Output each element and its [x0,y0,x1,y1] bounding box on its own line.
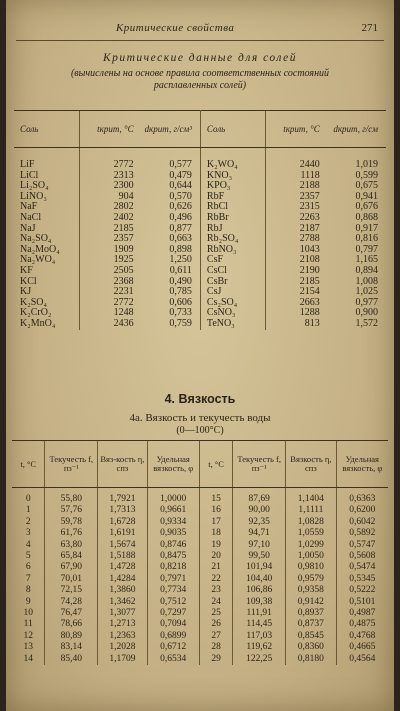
table-row [14,181,386,192]
cell-tcrit: 2188 [265,181,325,192]
table2-body [12,488,388,666]
cell-spec: 0,7512 [147,597,199,608]
cell-salt: Rb₂SO₄ [206,233,239,245]
cell-flow: 76,47 [45,608,98,619]
cell-visc: 1,5188 [98,551,147,562]
cell-salt: CsNO₃ [206,307,236,319]
cell-salt: NaCl [20,211,42,223]
table-row [14,192,386,203]
cell-visc: 1,1404 [286,488,337,506]
cell-t: 26 [199,619,232,630]
table-row [12,517,388,528]
cell-tcrit: 2263 [265,213,325,224]
water-viscosity-table [12,440,388,665]
cell-salt: K₂MnO₄ [20,317,56,329]
cell-flow: 90,00 [233,505,286,516]
cell-salt: KF [20,264,33,276]
header-rule [16,40,384,41]
cell-dcrit: 0,868 [355,211,378,223]
cell-tcrit: 2315 [265,202,325,213]
cell-spec: 0,9334 [147,517,199,528]
cell-flow: 67,90 [45,562,98,573]
cell-dcrit: 0,479 [140,171,201,182]
cell-spec: 0,6363 [336,488,388,506]
table-row [12,631,388,642]
cell-flow: 101,94 [233,562,286,573]
cell-t: 17 [199,517,232,528]
cell-visc: 0,8937 [286,608,337,619]
cell-flow: 65,84 [45,551,98,562]
cell-visc: 1,0828 [286,517,337,528]
cell-tcrit: 2185 [79,224,139,235]
cell-tcrit: 1925 [79,255,139,266]
cell-spec: 0,7094 [147,619,199,630]
table1-title: Критические данные для солей [102,52,298,64]
cell-tcrit: 904 [79,192,139,203]
cell-t: 27 [199,631,232,642]
cell-visc: 1,0050 [286,551,337,562]
cell-dcrit: 0,606 [140,298,201,309]
cell-visc: 1,2028 [98,642,147,653]
cell-salt: Li₂SO₄ [20,180,49,192]
cell-flow: 57,76 [45,505,98,516]
cell-tcrit: 2357 [79,234,139,245]
cell-visc: 1,1709 [98,654,147,665]
cell-salt: RbF [206,190,225,202]
cell-salt: LiF [20,159,35,170]
cell-spec: 0,8746 [147,540,199,551]
table1-subtitle-line2: расплавленных солей) [153,80,247,91]
table-row [14,213,386,224]
cell-spec: 0,5345 [336,574,388,585]
cell-salt: KNO₃ [206,169,233,181]
cell-visc: 1,2363 [98,631,147,642]
cell-t: 20 [199,551,232,562]
cell-spec: 0,4665 [336,642,388,653]
table-row [12,619,388,630]
section-heading: 4. Вязкость [164,392,236,406]
cell-flow: 94,71 [233,528,286,539]
table-row [14,171,386,182]
cell-spec: 0,4564 [336,654,388,665]
cell-tcrit: 2313 [79,171,139,182]
cell-flow: 80,89 [45,631,98,642]
cell-salt: RbCl [206,201,229,213]
cell-dcrit: 0,599 [355,169,378,181]
col-header-t-2: t, °C [199,441,232,488]
cell-spec: 0,4768 [336,631,388,642]
cell-visc: 1,3077 [98,608,147,619]
cell-visc: 1,0559 [286,528,337,539]
cell-tcrit: 813 [265,319,325,330]
cell-dcrit: 1,025 [355,286,378,298]
cell-t: 7 [25,573,31,584]
cell-visc: 0,8180 [286,654,337,665]
cell-t: 18 [199,528,232,539]
cell-dcrit: 0,496 [140,213,201,224]
cell-salt: K₂WO₄ [206,159,238,170]
col-header-salt-2: Соль [200,111,265,148]
cell-dcrit: 0,785 [140,287,201,298]
cell-visc: 1,4284 [98,574,147,585]
table-row [12,488,388,506]
table-row [12,597,388,608]
cell-tcrit: 2187 [265,224,325,235]
cell-t: 16 [199,505,232,516]
cell-spec: 0,8218 [147,562,199,573]
cell-visc: 0,9358 [286,585,337,596]
cell-salt: TeNO₃ [206,317,235,329]
cell-tcrit: 1909 [79,245,139,256]
cell-dcrit: 0,570 [140,192,201,203]
cell-flow: 85,40 [45,654,98,665]
cell-tcrit: 2505 [79,266,139,277]
cell-visc: 1,0299 [286,540,337,551]
table-row [12,574,388,585]
cell-tcrit: 2108 [265,255,325,266]
cell-salt: K₂CrO₂ [20,307,52,319]
running-title: Критические свойства [116,22,235,34]
cell-salt: KPO₃ [206,180,231,192]
cell-dcrit: 0,898 [140,245,201,256]
cell-tcrit: 2154 [265,287,325,298]
cell-flow: 119,62 [233,642,286,653]
cell-tcrit: 2368 [79,277,139,288]
cell-spec: 0,4875 [336,619,388,630]
cell-spec: 0,5892 [336,528,388,539]
cell-t: 22 [199,574,232,585]
cell-visc: 0,9579 [286,574,337,585]
cell-flow: 99,50 [233,551,286,562]
cell-t: 15 [199,488,232,506]
cell-salt: LiNO₃ [20,190,47,202]
cell-flow: 70,01 [45,574,98,585]
table-row [14,224,386,235]
cell-t: 13 [23,642,33,653]
table-row [12,528,388,539]
cell-spec: 0,9661 [147,505,199,516]
cell-dcrit: 1,019 [355,159,378,170]
cell-flow: 109,38 [233,597,286,608]
cell-dcrit: 0,977 [355,296,378,308]
table-row [12,505,388,516]
cell-t: 19 [199,540,232,551]
cell-flow: 122,25 [233,654,286,665]
table-row [14,245,386,256]
table2-header-row [12,441,388,488]
cell-visc: 0,9810 [286,562,337,573]
cell-visc: 1,7313 [98,505,147,516]
cell-dcrit: 0,577 [140,148,201,171]
cell-spec: 0,9035 [147,528,199,539]
cell-tcrit: 2802 [79,202,139,213]
cell-flow: 55,80 [45,488,98,506]
table-row [14,234,386,245]
col-header-dcrit: dкрит, г/см³ [140,111,201,148]
book-page [6,0,394,711]
col-header-visc-2: Вязкость η, спз [286,441,337,488]
cell-flow: 72,15 [45,585,98,596]
cell-salt: NaF [20,201,38,213]
col-header-spec-2: Удельная вязкость, φ [336,441,388,488]
table-row [14,277,386,288]
cell-dcrit: 0,759 [140,319,201,330]
cell-spec: 0,6200 [336,505,388,516]
cell-salt: CsJ [206,286,222,298]
cell-spec: 1,0000 [147,488,199,506]
cell-tcrit: 1288 [265,308,325,319]
cell-flow: 59,78 [45,517,98,528]
cell-dcrit: 0,797 [355,243,378,255]
cell-salt: KJ [20,286,32,298]
cell-salt: Na₂SO₄ [20,233,52,245]
cell-t: 8 [25,585,31,596]
cell-salt: LiCl [20,169,39,181]
table-row [14,202,386,213]
cell-dcrit: 0,626 [140,202,201,213]
cell-tcrit: 2300 [79,181,139,192]
cell-dcrit: 1,165 [355,254,378,266]
table-row [12,540,388,551]
table-row [12,608,388,619]
cell-t: 21 [199,562,232,573]
cell-visc: 0,9142 [286,597,337,608]
cell-visc: 1,3462 [98,597,147,608]
cell-tcrit: 2772 [79,148,139,171]
cell-t: 1 [25,505,31,516]
cell-tcrit: 2663 [265,298,325,309]
cell-spec: 0,8475 [147,551,199,562]
cell-dcrit: 1,008 [355,275,378,287]
cell-tcrit: 2440 [265,148,325,171]
cell-t: 25 [199,608,232,619]
col-header-tcrit: tкрит, °C [79,111,139,148]
cell-dcrit: 0,941 [355,190,378,202]
cell-t: 10 [23,608,33,619]
cell-tcrit: 1043 [265,245,325,256]
cell-t: 24 [199,597,232,608]
cell-t: 12 [23,630,33,641]
cell-dcrit: 0,490 [140,277,201,288]
cell-visc: 1,3860 [98,585,147,596]
cell-salt: Cs₂SO₄ [206,296,238,308]
cell-visc: 1,7921 [98,488,147,506]
cell-dcrit: 0,611 [140,266,201,277]
cell-salt: KCl [20,275,37,287]
table-row [14,148,386,171]
cell-flow: 78,66 [45,619,98,630]
cell-dcrit: 0,676 [355,201,378,213]
cell-dcrit: 0,917 [355,222,378,234]
cell-spec: 0,6042 [336,517,388,528]
subsection-range: (0—100°C) [176,425,224,436]
table1-subtitle-line1: (вычислены на основе правила соответственных состояний [70,68,330,79]
cell-t: 4 [25,539,31,550]
col-header-t: t, °C [12,441,45,488]
cell-dcrit: 0,900 [355,307,378,319]
cell-tcrit: 2788 [265,234,325,245]
table-row [14,298,386,309]
col-header-dcrit-2: dкрит, г/см [326,111,386,148]
running-header [6,22,394,38]
cell-spec: 0,5222 [336,585,388,596]
table-row [14,287,386,298]
col-header-flow: Текучесть f, пз⁻¹ [45,441,98,488]
cell-salt: CsF [206,254,224,266]
cell-spec: 0,5608 [336,551,388,562]
cell-tcrit: 2190 [265,266,325,277]
cell-tcrit: 1118 [265,171,325,182]
cell-dcrit: 0,644 [140,181,201,192]
cell-t: 23 [199,585,232,596]
table-row [12,585,388,596]
cell-salt: Na₂WO₄ [20,254,56,266]
cell-flow: 111,91 [233,608,286,619]
cell-salt: K₂SO₄ [20,296,47,308]
cell-visc: 0,8545 [286,631,337,642]
cell-flow: 97,10 [233,540,286,551]
table-row [12,562,388,573]
cell-flow: 117,03 [233,631,286,642]
cell-spec: 0,6534 [147,654,199,665]
table1-header-row [14,111,386,148]
cell-dcrit: 0,733 [140,308,201,319]
cell-visc: 0,8360 [286,642,337,653]
cell-visc: 1,6728 [98,517,147,528]
cell-spec: 0,6899 [147,631,199,642]
cell-t: 11 [23,619,33,630]
cell-t: 6 [25,562,31,573]
table-row [14,319,386,330]
subsection-heading: 4а. Вязкость и текучесть воды [129,412,271,424]
cell-t: 29 [199,654,232,665]
cell-spec: 0,5747 [336,540,388,551]
cell-spec: 0,5474 [336,562,388,573]
cell-dcrit: 0,816 [355,233,378,245]
table-row [12,551,388,562]
col-header-tcrit-2: tкрит, °C [265,111,325,148]
table1-body [14,148,386,330]
cell-salt: NaJ [20,222,36,234]
table-row [14,266,386,277]
cell-spec: 0,5101 [336,597,388,608]
cell-dcrit: 1,250 [140,255,201,266]
cell-t: 0 [25,494,31,504]
cell-dcrit: 0,877 [140,224,201,235]
page-number: 271 [361,22,378,34]
cell-flow: 92,35 [233,517,286,528]
critical-data-table [14,110,386,330]
cell-dcrit: 0,675 [355,180,378,192]
cell-t: 9 [25,596,31,607]
table-row [12,654,388,665]
col-header-spec: Удельная вязкость, φ [147,441,199,488]
cell-spec: 0,4987 [336,608,388,619]
cell-dcrit: 0,894 [355,264,378,276]
cell-t: 14 [23,653,33,664]
cell-tcrit: 2231 [79,287,139,298]
cell-salt: Na₂MoO₄ [20,243,60,255]
cell-salt: RbJ [206,222,223,234]
cell-flow: 63,80 [45,540,98,551]
cell-dcrit: 1,572 [355,317,378,329]
cell-tcrit: 2357 [265,192,325,203]
cell-flow: 83,14 [45,642,98,653]
cell-visc: 1,2713 [98,619,147,630]
table-row [12,642,388,653]
cell-visc: 1,1111 [286,505,337,516]
cell-flow: 104,40 [233,574,286,585]
cell-flow: 61,76 [45,528,98,539]
cell-visc: 0,8737 [286,619,337,630]
table-row [14,255,386,266]
cell-tcrit: 2402 [79,213,139,224]
col-header-visc: Вяз-кость η, спз [98,441,147,488]
cell-flow: 74,28 [45,597,98,608]
cell-spec: 0,7297 [147,608,199,619]
col-header-salt: Соль [14,111,79,148]
cell-flow: 87,69 [233,488,286,506]
table-row [14,308,386,319]
cell-dcrit: 0,663 [140,234,201,245]
cell-salt: RbNO₃ [206,243,237,255]
cell-spec: 0,7971 [147,574,199,585]
cell-visc: 1,5674 [98,540,147,551]
cell-tcrit: 2772 [79,298,139,309]
table2-wrap [12,440,388,665]
cell-spec: 0,7734 [147,585,199,596]
cell-tcrit: 2436 [79,319,139,330]
cell-tcrit: 2185 [265,277,325,288]
cell-spec: 0,6712 [147,642,199,653]
cell-visc: 1,4728 [98,562,147,573]
cell-tcrit: 1248 [79,308,139,319]
cell-t: 28 [199,642,232,653]
cell-visc: 1,6191 [98,528,147,539]
cell-t: 2 [25,516,31,527]
cell-flow: 106,86 [233,585,286,596]
cell-flow: 114,45 [233,619,286,630]
col-header-flow-2: Текучесть f, пз⁻¹ [233,441,286,488]
cell-t: 3 [25,528,31,539]
cell-salt: CsBr [206,275,228,287]
cell-salt: RbBr [206,211,229,223]
table1-subtitle [26,68,374,92]
cell-t: 5 [25,551,31,562]
cell-salt: CsCl [206,264,227,276]
